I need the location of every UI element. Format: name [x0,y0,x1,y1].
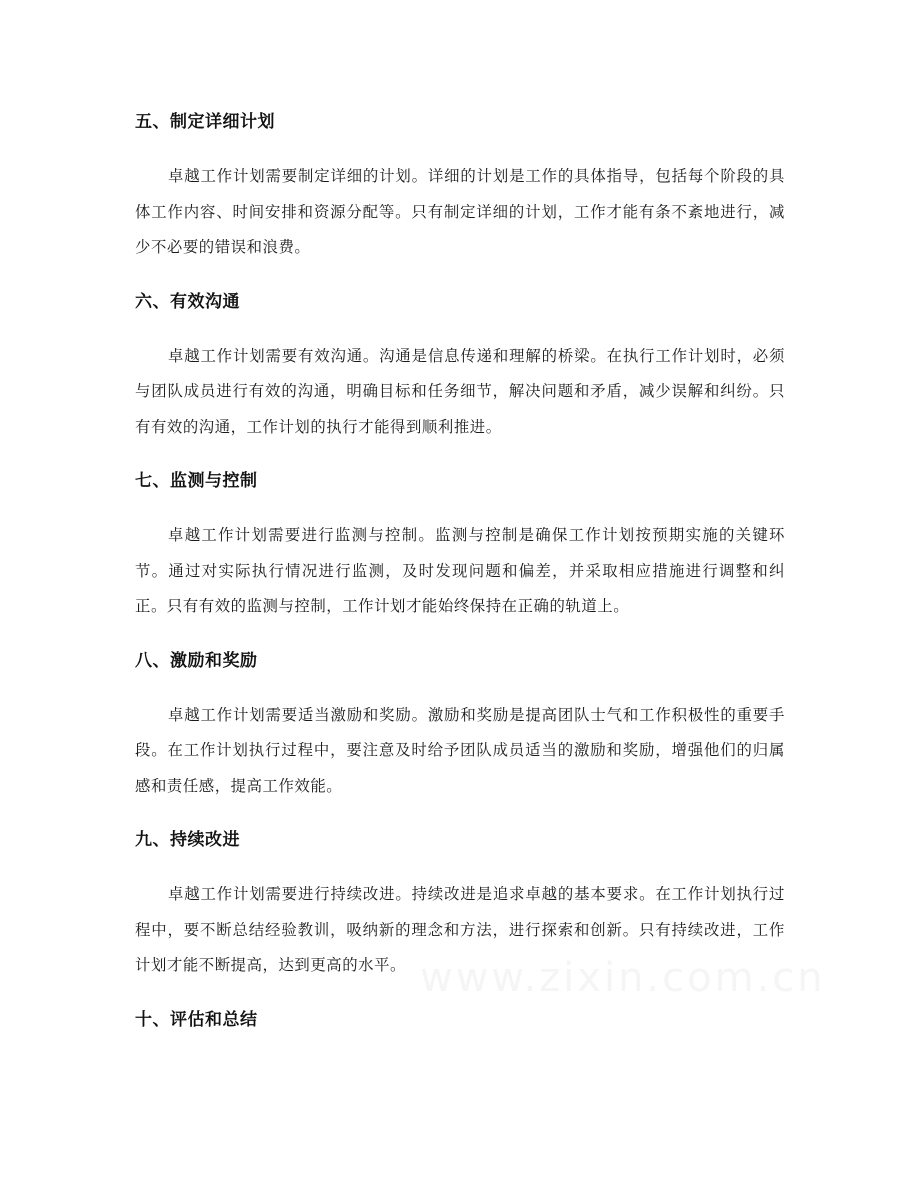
section-paragraph-9: 卓越工作计划需要进行持续改进。持续改进是追求卓越的基本要求。在工作计划执行过程中，要不断总结经验教训，吸纳新的理念和方法，进行探索和创新。只有持续改进，工作计划才能不断提高，达到更高的水平。 [135,885,785,974]
section-paragraph-5: 卓越工作计划需要制定详细的计划。详细的计划是工作的具体指导，包括每个阶段的具体工作内容、时间安排和资源分配等。只有制定详细的计划，工作才能有条不紊地进行，减少不必要的错误和浪费。 [135,167,785,256]
section-paragraph-6: 卓越工作计划需要有效沟通。沟通是信息传递和理解的桥梁。在执行工作计划时，必须与团队成员进行有效的沟通，明确目标和任务细节，解决问题和矛盾，减少误解和纠纷。只有有效的沟通，工作计划的执行才能得到顺利推进。 [135,346,785,436]
section-heading-7: 七、监测与控制 [135,471,258,491]
section-paragraph-8: 卓越工作计划需要适当激励和奖励。激励和奖励是提高团队士气和工作积极性的重要手段。在工作计划执行过程中，要注意及时给予团队成员适当的激励和奖励，增强他们的归属感和责任感，提高工作效能。 [135,705,785,795]
section-heading-6: 六、有效沟通 [135,291,240,312]
section-heading-9: 九、持续改进 [135,830,240,850]
section-heading-5: 五、制定详细计划 [135,112,275,132]
section-heading-8: 八、激励和奖励 [135,650,258,671]
section-heading-10: 十、评估和总结 [135,1009,258,1030]
watermark: www.zixin.com.cn [420,955,826,1001]
section-paragraph-7: 卓越工作计划需要进行监测与控制。监测与控制是确保工作计划按预期实施的关键环节。通过对实际执行情况进行监测，及时发现问题和偏差，并采取相应措施进行调整和纠正。只有有效的监测与控制，工作计划才能始终保持在正确的轨道上。 [135,526,785,615]
document-content [135,108,785,1034]
